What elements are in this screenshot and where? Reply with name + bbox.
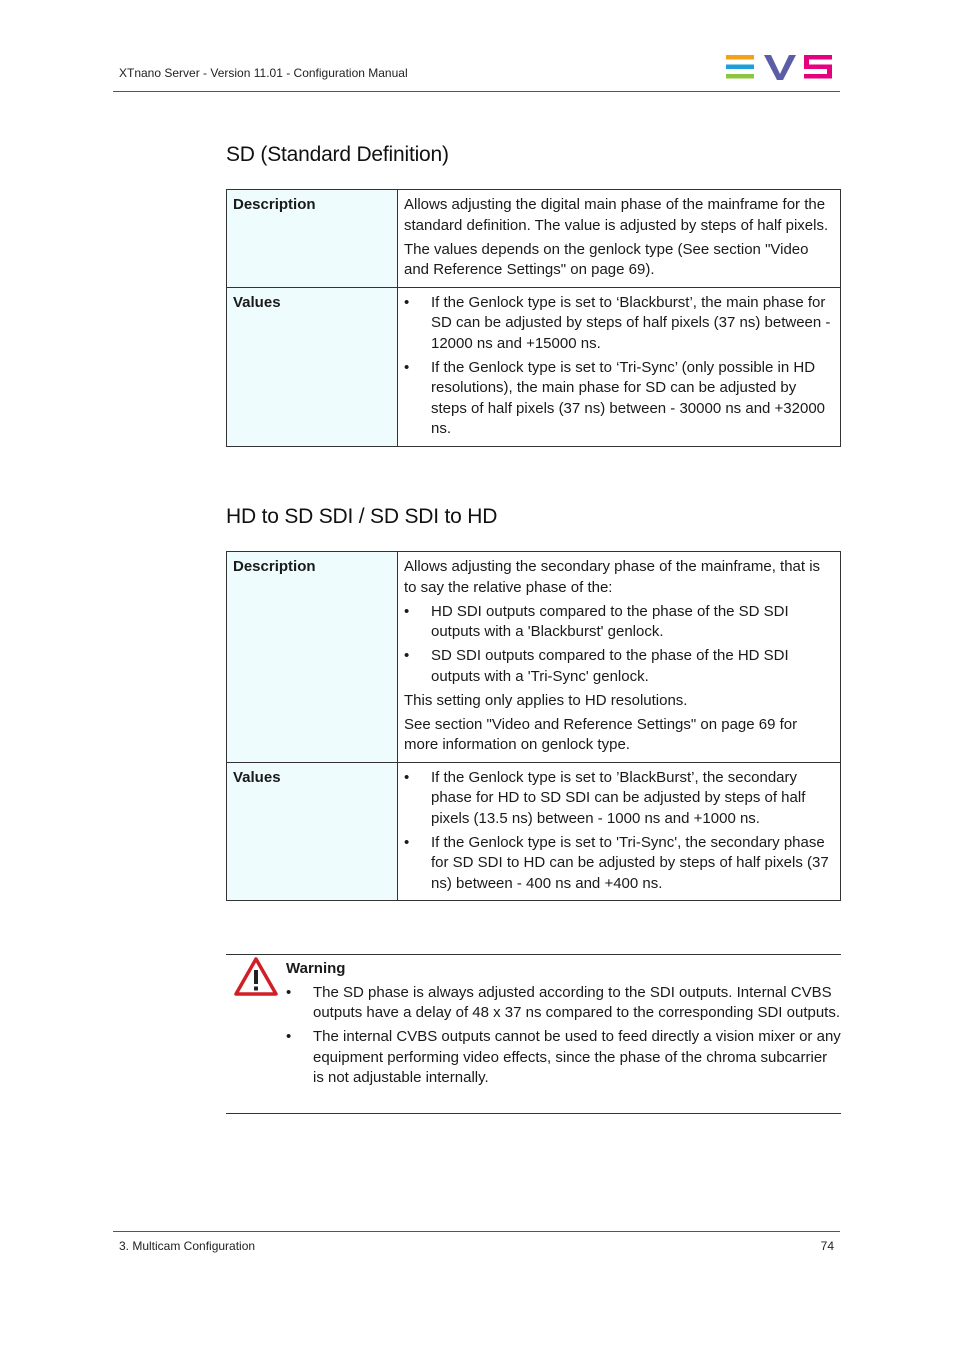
list-item-text: The internal CVBS outputs cannot be used to feed directly a vision mixer or any equipment performing video effects, since the phase of the chroma subcarrier is not adjustable internally. [313, 1028, 841, 1086]
row-content [398, 190, 841, 288]
list-item-text: If the Genlock type is set to ’BlackBurst’, the secondary phase for HD to SD SDI can be adjusted by steps of half pixels (13.5 ns) between - 1000 ns and +1000 ns. [431, 768, 806, 827]
warning-triangle-icon [234, 957, 278, 997]
paragraph: See section "Video and Reference Settings" on page 69 for more information on genlock type. [404, 715, 798, 753]
list-item-text: The SD phase is always adjusted according to the SDI outputs. Internal CVBS outputs have a delay of 48 x 37 ns compared to the corresponding SDI outputs. [313, 983, 840, 1021]
warning-body [286, 959, 842, 1089]
list-item [286, 1027, 842, 1089]
list-item [286, 983, 842, 1024]
list-item [404, 293, 834, 355]
table-row [227, 190, 841, 288]
sd-properties-table [226, 189, 841, 447]
row-content [398, 552, 841, 763]
document-title: XTnano Server - Version 11.01 - Configuration Manual [119, 66, 408, 80]
table-row [227, 762, 841, 901]
paragraph: Allows adjusting the secondary phase of the mainframe, that is to say the relative phase of the: [404, 558, 821, 596]
hd-sd-sdi-properties-table [226, 551, 841, 901]
bullet-icon: • [404, 647, 410, 664]
table-row [227, 287, 841, 446]
row-content [398, 287, 841, 446]
list-item-text: If the Genlock type is set to ‘Tri-Sync’ (only possible in HD resolutions), the main phase for SD can be adjusted by steps of half pixels (37 ns) between - 30000 ns and +32000 ns. [431, 358, 826, 437]
bullet-icon: • [286, 983, 292, 1001]
warning-heading: Warning [286, 960, 346, 977]
row-label: Description [227, 190, 398, 288]
evs-logo [726, 52, 834, 82]
list-item-text: If the Genlock type is set to 'Tri-Sync', the secondary phase for SD SDI to HD can be adjusted by steps of half pixels (37 ns) between - 400 ns and +400 ns. [431, 833, 829, 892]
bullet-icon: • [404, 768, 410, 786]
row-label: Values [227, 287, 398, 446]
paragraph: Allows adjusting the digital main phase of the mainframe for the standard definition. The value is adjusted by steps of half pixels. [404, 196, 829, 234]
list-item-text: SD SDI outputs compared to the phase of the HD SDI outputs with a 'Tri-Sync' genlock. [431, 647, 789, 685]
row-label: Description [227, 552, 398, 763]
chapter-name: 3. Multicam Configuration [119, 1239, 256, 1253]
list-item [404, 768, 834, 830]
list-item [404, 602, 834, 643]
bullet-icon: • [404, 833, 410, 851]
bullet-icon: • [286, 1028, 292, 1045]
table-row [227, 552, 841, 763]
bullet-icon: • [404, 602, 410, 620]
warning-box [226, 954, 841, 1114]
paragraph: The values depends on the genlock type (See section "Video and Reference Settings" on page 69). [404, 240, 809, 278]
bullet-icon: • [404, 358, 410, 376]
list-item-text: HD SDI outputs compared to the phase of the SD SDI outputs with a 'Blackburst' genlock. [431, 602, 789, 640]
list-item [404, 646, 834, 687]
page-footer [113, 1231, 840, 1253]
paragraph: This setting only applies to HD resolutions. [404, 691, 688, 709]
list-item [404, 358, 834, 440]
list-item [404, 833, 834, 895]
section-title-hd-sd-sdi: HD to SD SDI / SD SDI to HD [226, 505, 498, 528]
row-label: Values [227, 762, 398, 901]
bullet-icon: • [404, 293, 410, 311]
page-header [113, 0, 840, 92]
list-item-text: If the Genlock type is set to ‘Blackburst’, the main phase for SD can be adjusted by steps of half pixels (37 ns) between - 12000 ns and +15000 ns. [431, 293, 831, 352]
page-number: 74 [820, 1239, 834, 1253]
row-content [398, 762, 841, 901]
section-title-sd: SD (Standard Definition) [226, 143, 449, 166]
